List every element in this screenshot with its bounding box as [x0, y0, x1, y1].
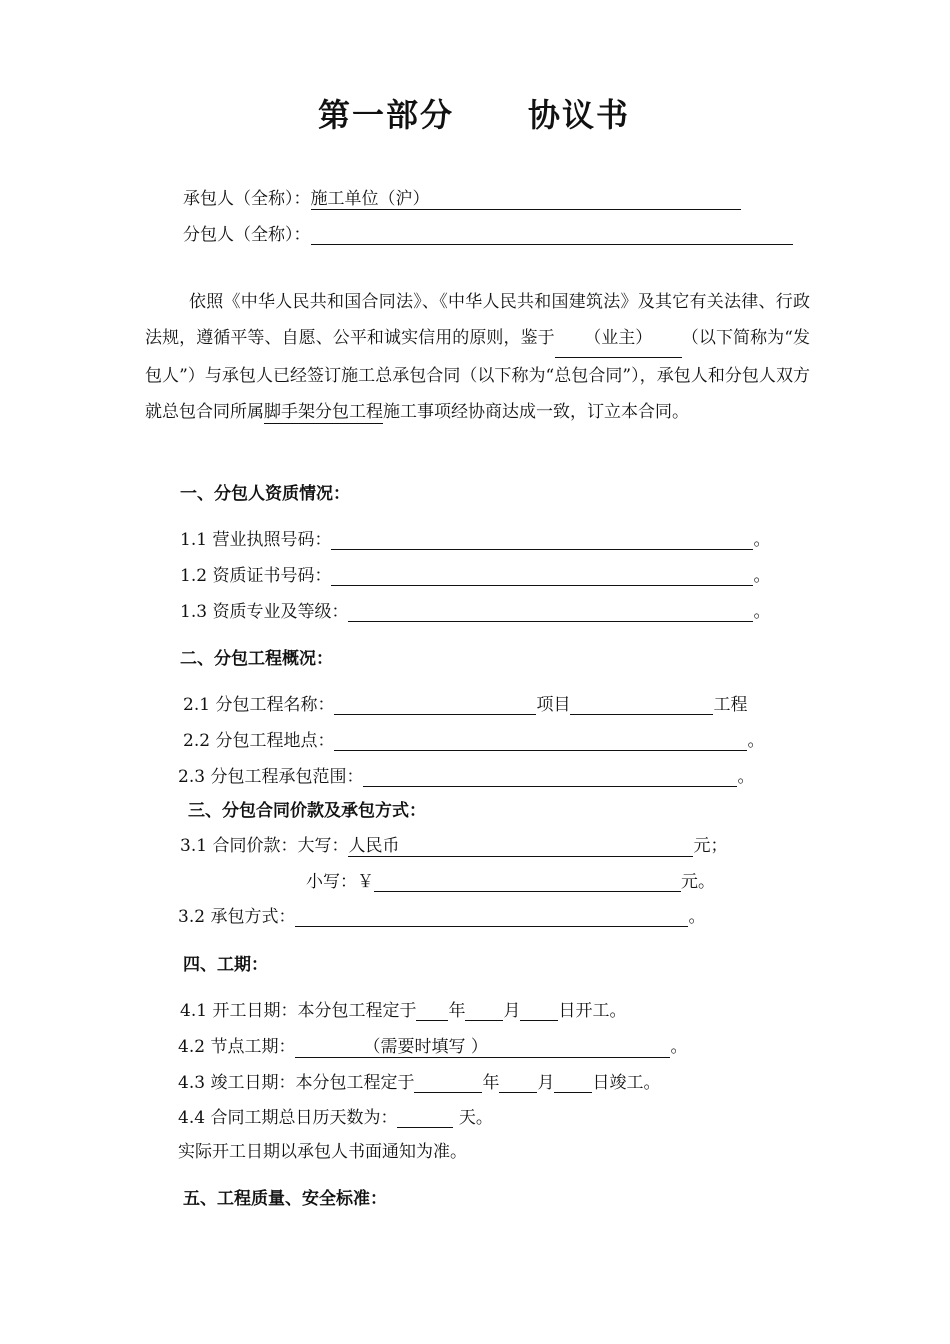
item-1-2 — [180, 561, 770, 586]
intro-text-3: 施工事项经协商达成一致，订立本合同。 — [383, 402, 689, 422]
item-3-1-figures-label: 小写：￥ — [306, 872, 374, 892]
section-1-heading: 一、分包人资质情况： — [180, 484, 350, 504]
start-day-field[interactable] — [520, 1000, 558, 1021]
item-2-1 — [183, 690, 747, 715]
completion-month-field[interactable] — [499, 1072, 537, 1093]
item-4-2 — [178, 1032, 687, 1058]
subcontractor-label: 分包人（全称）： — [183, 225, 311, 245]
contract-method-field[interactable] — [295, 906, 688, 927]
item-1-2-end: 。 — [753, 566, 771, 586]
item-3-1-end: 元； — [693, 836, 728, 856]
title-name: 协议书 — [528, 96, 631, 134]
item-2-2 — [183, 726, 764, 751]
section-3-heading: 三、分包合同价款及承包方式： — [188, 801, 426, 821]
qualification-grade-field[interactable] — [348, 601, 753, 622]
page-title — [318, 90, 630, 136]
item-3-1 — [180, 831, 727, 857]
intro-text-2: （以下简称为“发包人”）与承包人已经签订施工总承包合同（以下称为“总包合同”），承包人和分包人双方就总包合同所属 — [145, 328, 810, 422]
item-4-3-label: 4.3 竣工日期：本分包工程定于 — [178, 1073, 415, 1093]
item-4-2-end: 。 — [670, 1037, 688, 1057]
item-2-3-end: 。 — [737, 767, 755, 787]
license-number-field[interactable] — [331, 529, 753, 550]
item-2-3 — [178, 762, 754, 787]
certificate-number-field[interactable] — [331, 565, 753, 586]
item-3-2 — [178, 902, 705, 927]
item-4-1-month: 月 — [503, 1001, 521, 1021]
item-1-3-end: 。 — [753, 602, 771, 622]
item-2-2-end: 。 — [747, 731, 765, 751]
item-4-4-label: 4.4 合同工期总日历天数为： — [178, 1108, 398, 1128]
item-2-3-label: 2.3 分包工程承包范围： — [178, 767, 364, 787]
item-4-2-label: 4.2 节点工期： — [178, 1037, 296, 1057]
item-3-2-label: 3.2 承包方式： — [178, 907, 296, 927]
item-2-1-mid: 项目 — [536, 695, 571, 715]
item-1-1-label: 1.1 营业执照号码： — [180, 530, 332, 550]
item-2-2-label: 2.2 分包工程地点： — [183, 731, 335, 751]
section-5-heading: 五、工程质量、安全标准： — [183, 1189, 387, 1209]
item-1-3-label: 1.3 资质专业及等级： — [180, 602, 349, 622]
contractor-label: 承包人（全称）： — [183, 189, 311, 209]
item-4-1 — [180, 996, 626, 1021]
completion-day-field[interactable] — [554, 1072, 592, 1093]
price-words-field[interactable]: 人民币 — [348, 836, 693, 857]
item-3-2-end: 。 — [688, 907, 706, 927]
project-type-field[interactable] — [570, 694, 713, 715]
start-month-field[interactable] — [465, 1000, 503, 1021]
item-2-1-label: 2.1 分包工程名称： — [183, 695, 335, 715]
item-1-1-end: 。 — [753, 530, 771, 550]
item-1-1 — [180, 525, 770, 550]
item-1-3 — [180, 597, 770, 622]
price-figures-field[interactable] — [374, 871, 681, 892]
item-4-3-month: 月 — [537, 1073, 555, 1093]
item-3-1-label: 3.1 合同价款：大写： — [180, 836, 349, 856]
contractor-field[interactable]: 施工单位（沪） — [311, 189, 741, 210]
section-4-heading: 四、工期： — [183, 955, 268, 975]
item-2-1-end: 工程 — [713, 695, 748, 715]
subcontractor-field[interactable] — [311, 224, 793, 245]
completion-year-field[interactable] — [414, 1072, 482, 1093]
item-4-4-end: 天。 — [453, 1108, 493, 1128]
total-days-field[interactable] — [397, 1107, 453, 1128]
item-4-1-year: 年 — [448, 1001, 466, 1021]
item-1-2-label: 1.2 资质证书号码： — [180, 566, 332, 586]
item-3-1-figures-end: 元。 — [681, 872, 715, 892]
project-location-field[interactable] — [334, 730, 747, 751]
item-4-3 — [178, 1068, 660, 1093]
project-scope-field[interactable] — [363, 766, 737, 787]
start-year-field[interactable] — [416, 1000, 448, 1021]
project-name-field[interactable] — [334, 694, 536, 715]
scope-field[interactable]: 脚手架分包工程 — [264, 402, 383, 422]
owner-field[interactable]: （业主） — [555, 320, 682, 358]
intro-paragraph — [145, 284, 810, 430]
item-4-3-end: 日竣工。 — [592, 1073, 661, 1093]
contractor-row — [183, 184, 741, 210]
subcontractor-row — [183, 220, 793, 245]
intro-text-1: 依照《中华人民共和国合同法》、《中华人民共和国建筑法》及其它有关法律、行政法规，遵循平等、自愿、公平和诚实信用的原则，鉴于 — [145, 292, 810, 348]
item-3-1-figures — [306, 867, 715, 892]
title-part: 第一部分 — [318, 96, 455, 134]
section-2-heading: 二、分包工程概况： — [180, 649, 333, 669]
item-4-note: 实际开工日期以承包人书面通知为准。 — [178, 1142, 467, 1162]
item-4-3-year: 年 — [482, 1073, 500, 1093]
item-4-4 — [178, 1103, 493, 1128]
item-4-1-end: 日开工。 — [558, 1001, 627, 1021]
milestone-field[interactable]: （需要时填写 ） — [295, 1037, 670, 1058]
item-4-1-label: 4.1 开工日期：本分包工程定于 — [180, 1001, 417, 1021]
